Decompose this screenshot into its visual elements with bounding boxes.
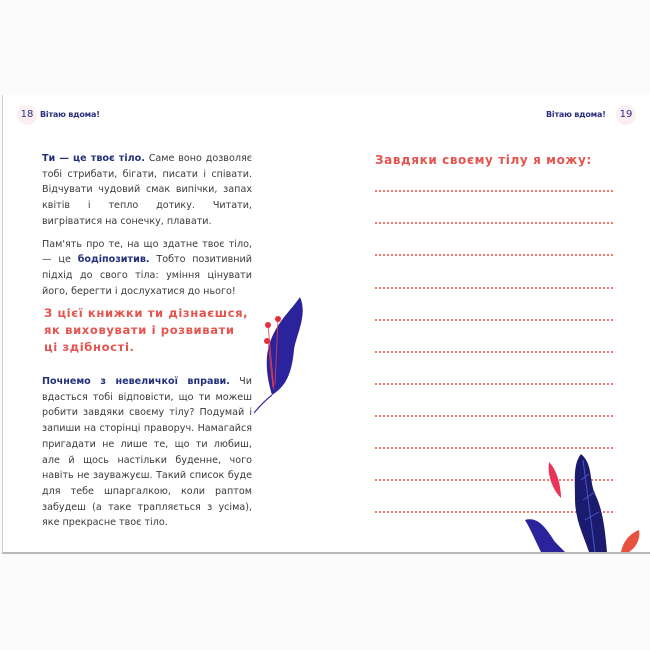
para3-bold: Почнемо з невеличкої вправи. bbox=[42, 376, 230, 387]
dotted-line[interactable] bbox=[375, 447, 613, 449]
exercise-text bbox=[42, 374, 252, 531]
dotted-line[interactable] bbox=[375, 222, 613, 224]
para1-text: Саме воно дозволяє тобі стрибати, бігати, писати і співати. Відчувати чудовий смак випічки, запах квітів і тепло дотику. Читати, вигріватися на сонечку, плавати. bbox=[42, 153, 252, 227]
dotted-line[interactable] bbox=[375, 254, 613, 256]
dotted-line[interactable] bbox=[375, 351, 613, 353]
intro-text bbox=[42, 151, 252, 299]
highlight-line: З цієї книжки ти дізнаєшся, bbox=[44, 306, 249, 320]
running-head-right: Вітаю вдома! bbox=[546, 110, 606, 119]
leaf-illustration-right bbox=[525, 450, 650, 552]
para3-text: Чи вдасться тобі відповісти, що ти можеш робити завдяки своєму тілу? Подумай і запиши на сторінці праворуч. Намагайся пригадати не лише те, що ти любиш, але й щось настільки буденне, чого навіть не зауважуєш. Такий список буде для тебе шпаргалкою, коли раптом забудеш (а таке трапляється з усіма), яке прекрасне твоє тіло. bbox=[42, 376, 252, 529]
leaf-illustration-left bbox=[248, 295, 308, 415]
dotted-line[interactable] bbox=[375, 415, 613, 417]
highlight-line: як виховувати і розвивати bbox=[44, 322, 235, 337]
right-page-title: Завдяки своєму тілу я можу: bbox=[375, 153, 592, 167]
para1-bold: Ти — це твоє тіло. bbox=[42, 153, 145, 164]
running-head-left: Вітаю вдома! bbox=[40, 110, 100, 119]
page-number-right: 19 bbox=[616, 105, 636, 125]
dotted-line[interactable] bbox=[375, 319, 613, 321]
dotted-line[interactable] bbox=[375, 287, 613, 289]
para2-bold: бодіпозитив. bbox=[77, 254, 150, 266]
para2-text: Тобто позитивний підхід до свого тіла: уміння цінувати його, берегти і дослухатися до нього! bbox=[42, 254, 252, 297]
paragraph-2 bbox=[42, 237, 252, 300]
paragraph-3 bbox=[42, 374, 252, 531]
dotted-line[interactable] bbox=[375, 383, 613, 385]
paragraph-1 bbox=[42, 151, 252, 230]
para2-text-start: Пам'ять про те, на що здатне твоє тіло, — це bbox=[42, 238, 252, 266]
dotted-line[interactable] bbox=[375, 190, 613, 192]
page-number-left: 18 bbox=[17, 105, 37, 125]
highlight-text bbox=[44, 305, 248, 355]
highlight-line: ці здібності. bbox=[44, 339, 135, 354]
book-spread bbox=[2, 95, 650, 554]
